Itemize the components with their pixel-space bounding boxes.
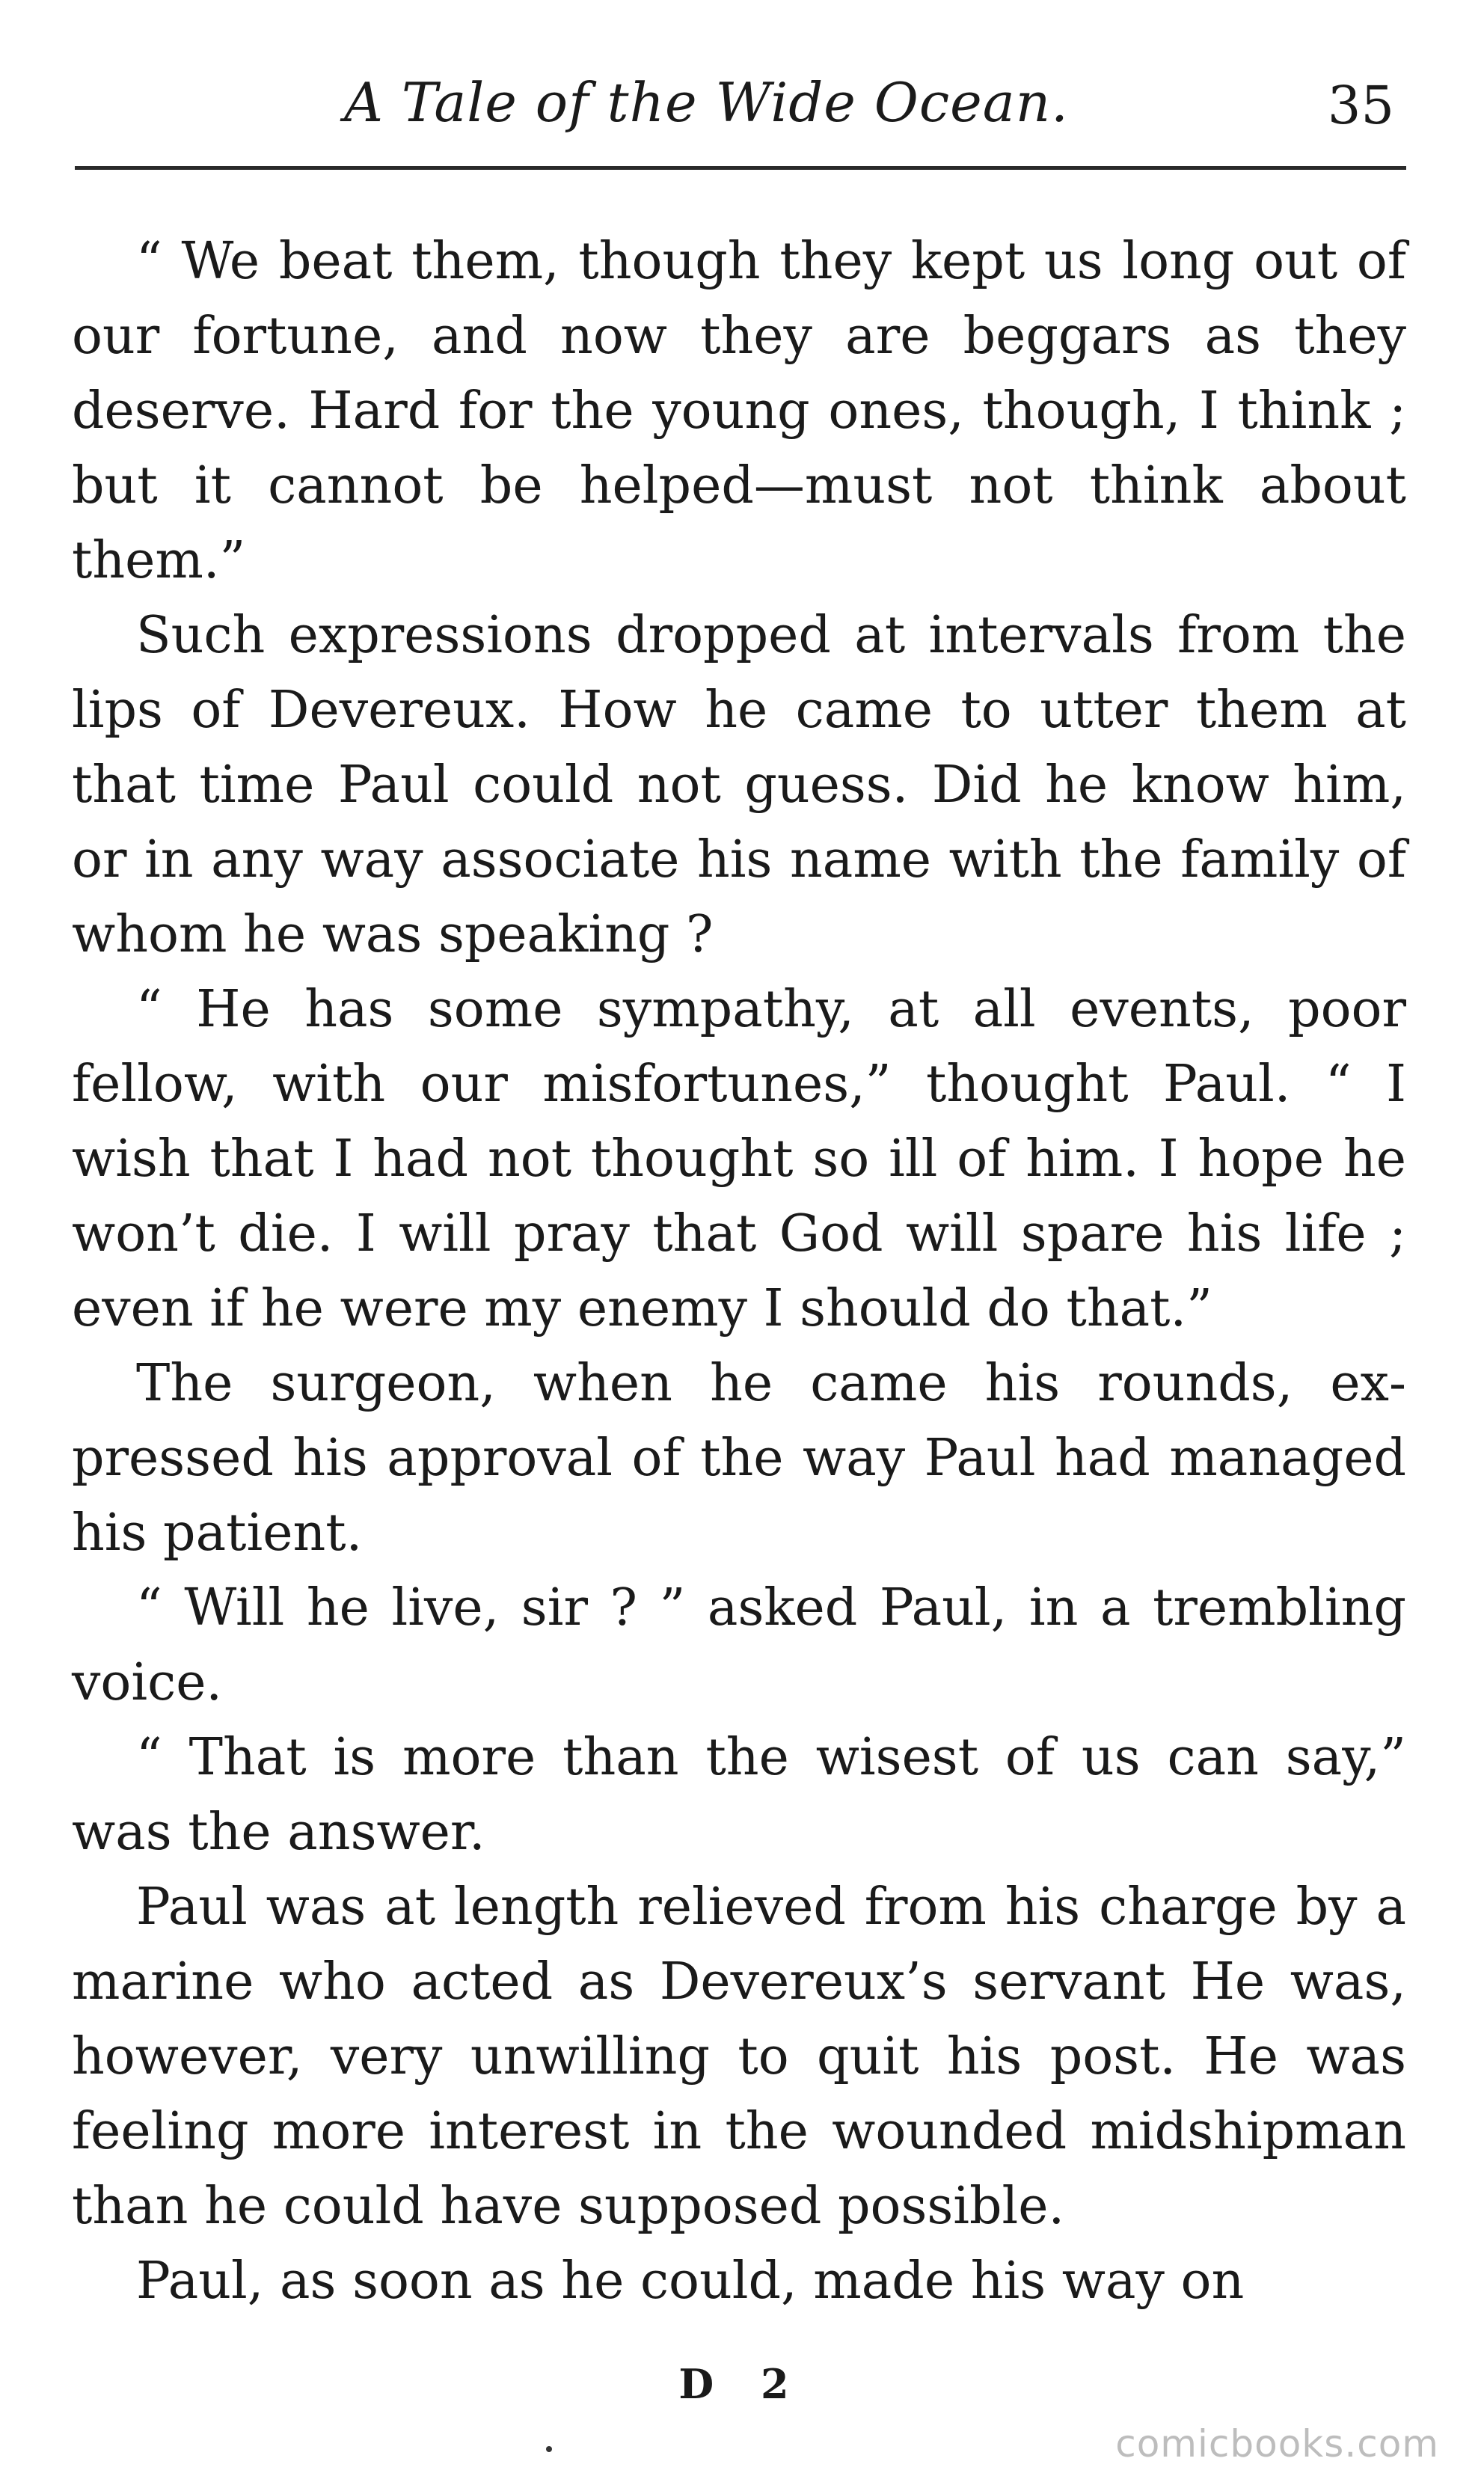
- paragraph: “ That is more than the wisest of us can say,” was the answer.: [72, 1728, 1406, 1862]
- header-rule: [75, 166, 1406, 170]
- paragraph: Such expressions dropped at intervals from the lips of Devereux. How he came to utter them at that time Paul could not guess. Did he know him, or in any way associate his name with the family of whom he was speaking ?: [72, 606, 1406, 964]
- watermark: comicbooks.com: [1115, 2422, 1439, 2466]
- paragraph: The surgeon, when he came his rounds, expressed his approval of the way Paul had managed his patient.: [72, 1354, 1406, 1563]
- paragraph: Paul was at length relieved from his charge by a marine who acted as Devereux’s servant He was, however, very unwilling to quit his post. He was feeling more interest in the wounded midshipman than he could have supposed possible.: [72, 1878, 1406, 2236]
- printer-dot: [546, 2446, 552, 2452]
- running-title: A Tale of the Wide Ocean.: [344, 71, 1069, 134]
- paragraph: “ We beat them, though they kept us long out of our fortune, and now they are beggars as they deserve. Hard for the young ones, though, I think ; but it cannot be helped—must not think about them.”: [72, 232, 1406, 590]
- page-number: 35: [1327, 75, 1394, 136]
- signature-mark: D 2: [678, 2360, 806, 2408]
- body-text: [72, 224, 1406, 2319]
- running-head: [0, 71, 1484, 161]
- paragraph: “ He has some sympathy, at all events, poor fellow, with our misfortunes,” thought Paul. “ I wish that I had not thought so ill of him. I hope he won’t die. I will pray that God will spare his life ; even if he were my enemy I should do that.”: [72, 980, 1406, 1338]
- paragraph: Paul, as soon as he could, made his way on: [136, 2252, 1245, 2311]
- paragraph: “ Will he live, sir ? ” asked Paul, in a trembling voice.: [72, 1578, 1406, 1712]
